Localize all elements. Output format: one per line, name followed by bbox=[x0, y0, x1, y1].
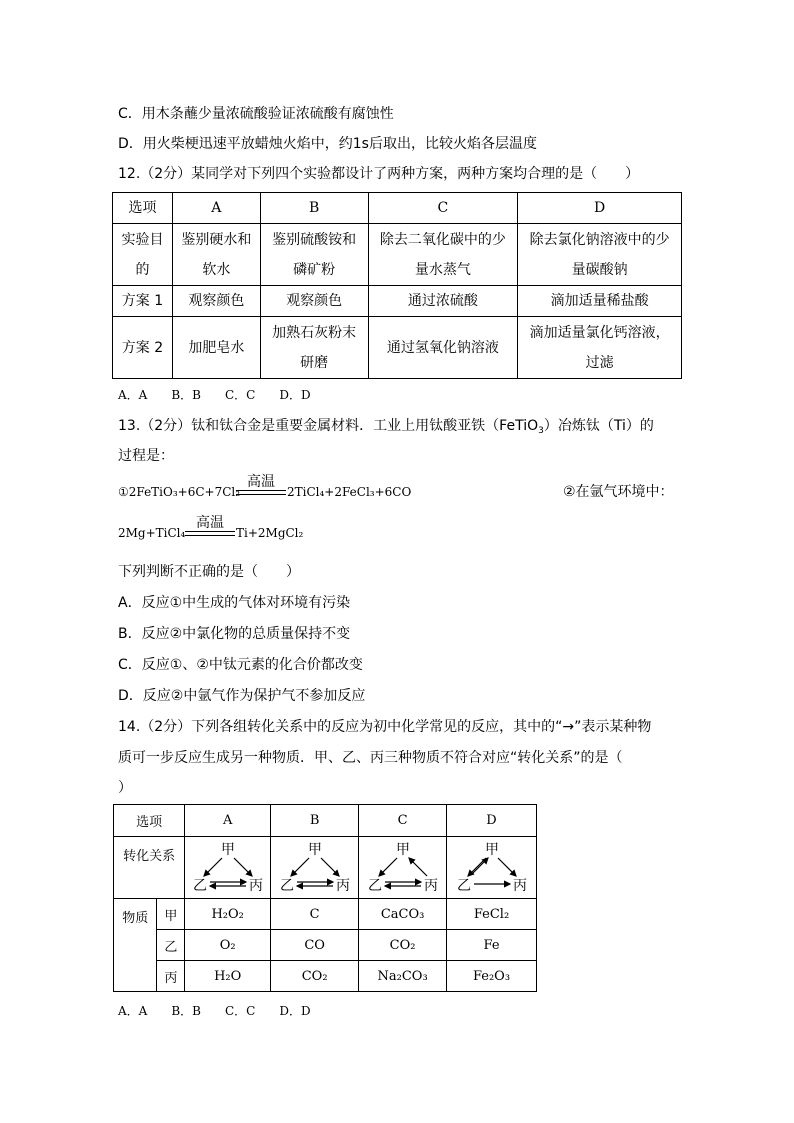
q12-plan1-d: 滴加适量稀盐酸 bbox=[518, 286, 682, 317]
diagram-a-arrow-jia-yi bbox=[204, 858, 222, 876]
q12-answers: A．A B．B C．C D．D bbox=[118, 388, 311, 402]
q14-relation-label: 转化关系 bbox=[114, 837, 185, 899]
diagram-a-yi: 乙 bbox=[192, 877, 207, 894]
q14-header-c: C bbox=[359, 805, 447, 837]
q14-header-a: A bbox=[185, 805, 271, 837]
diagram-d-yi: 乙 bbox=[456, 877, 471, 894]
diagram-a-bing: 丙 bbox=[248, 877, 263, 894]
eq1-equals-sign bbox=[236, 490, 286, 495]
diagram-a-svg bbox=[186, 840, 270, 896]
q14-header-option: 选项 bbox=[114, 805, 185, 837]
q14-stem-close: ） bbox=[118, 780, 132, 796]
q12-header-option: 选项 bbox=[113, 193, 173, 224]
q14-row-yi bbox=[114, 930, 537, 961]
q13-option-b: B．反应②中氯化物的总质量保持不变 bbox=[118, 626, 351, 642]
diagram-a-arrow-jia-bing bbox=[234, 858, 252, 876]
q14-jia-b: C bbox=[271, 899, 359, 930]
eq2-equals-sign bbox=[185, 531, 235, 536]
q13-question: 下列判断不正确的是（ ） bbox=[118, 564, 300, 580]
q14-yi-d: Fe bbox=[447, 930, 537, 961]
q14-header-b: B bbox=[271, 805, 359, 837]
q14-jia-a: H₂O₂ bbox=[185, 899, 271, 930]
q12-plan2-label: 方案 2 bbox=[113, 317, 173, 379]
q14-bing-a: H₂O bbox=[185, 961, 271, 992]
q14-diagram-b bbox=[271, 837, 359, 899]
diagram-c-jia: 甲 bbox=[395, 841, 410, 858]
q12-header-a: A bbox=[172, 193, 260, 224]
q14-diagram-a bbox=[185, 837, 271, 899]
q13-option-d: D．反应②中氩气作为保护气不参加反应 bbox=[118, 688, 366, 704]
q14-yi-c: CO₂ bbox=[359, 930, 447, 961]
q14-diagram-c bbox=[359, 837, 447, 899]
diagram-b-svg bbox=[273, 840, 357, 896]
q14-substance-label: 物质 bbox=[114, 899, 157, 992]
q12-purpose-a: 鉴别硬水和 软水 bbox=[172, 224, 260, 286]
diagram-d-bing: 丙 bbox=[512, 877, 527, 894]
q12-plan1-b: 观察颜色 bbox=[260, 286, 368, 317]
q12-plan2-c: 通过氢氧化钠溶液 bbox=[368, 317, 518, 379]
q14-yi-a: O₂ bbox=[185, 930, 271, 961]
eq1-right: 2TiCl₄+2FeCl₃+6CO bbox=[287, 485, 412, 499]
q14-relation-row bbox=[114, 837, 537, 899]
q12-plan1-a: 观察颜色 bbox=[172, 286, 260, 317]
q12-purpose-label: 实验目 的 bbox=[113, 224, 173, 286]
q14-jia-c: CaCO₃ bbox=[359, 899, 447, 930]
q14-row-bing-name: 丙 bbox=[157, 961, 185, 992]
q12-plan2-d: 滴加适量氯化钙溶液， 过滤 bbox=[518, 317, 682, 379]
q14-yi-b: CO bbox=[271, 930, 359, 961]
q12-purpose-d: 除去氯化钠溶液中的少 量碳酸钠 bbox=[518, 224, 682, 286]
q12-header-b: B bbox=[260, 193, 368, 224]
q12-row-plan2 bbox=[113, 317, 682, 379]
q14-header-row bbox=[114, 805, 537, 837]
q13-stem: 13.（2分）钛和钛合金是重要金属材料．工业上用钛酸亚铁（FeTiO$_3$）冶炼钛（Ti）的 bbox=[118, 418, 654, 436]
q13-stem-cont: 过程是： bbox=[118, 448, 174, 464]
q14-bing-c: Na₂CO₃ bbox=[359, 961, 447, 992]
q12-header-row bbox=[113, 193, 682, 224]
q14-row-bing bbox=[114, 961, 537, 992]
eq2-right: Ti+2MgCl₂ bbox=[236, 526, 304, 540]
q12-header-c: C bbox=[368, 193, 518, 224]
q12-row-purpose bbox=[113, 224, 682, 286]
q14-row-jia bbox=[114, 899, 537, 930]
eq2-left: 2Mg+TiCl₄ bbox=[118, 526, 186, 540]
q14-row-jia-name: 甲 bbox=[157, 899, 185, 930]
q12-plan1-label: 方案 1 bbox=[113, 286, 173, 317]
option-c-line: C．用木条蘸少量浓硫酸验证浓硫酸有腐蚀性 bbox=[118, 106, 394, 122]
diagram-d-svg bbox=[450, 840, 534, 896]
q14-row-yi-name: 乙 bbox=[157, 930, 185, 961]
q14-bing-b: CO₂ bbox=[271, 961, 359, 992]
q12-plan2-b: 加熟石灰粉末 研磨 bbox=[260, 317, 368, 379]
diagram-b-arrow-jia-bing bbox=[321, 858, 339, 876]
diagram-b-yi: 乙 bbox=[279, 877, 294, 894]
eq2-intro: ②在氩气环境中： bbox=[563, 484, 674, 500]
diagram-d-arrow-jia-bing bbox=[498, 858, 516, 876]
q12-purpose-c: 除去二氧化碳中的少 量水蒸气 bbox=[368, 224, 518, 286]
q12-purpose-b: 鉴别硫酸铵和 磷矿粉 bbox=[260, 224, 368, 286]
q12-plan2-a: 加肥皂水 bbox=[172, 317, 260, 379]
diagram-b-bing: 丙 bbox=[335, 877, 350, 894]
diagram-b-arrow-jia-yi bbox=[291, 858, 309, 876]
diagram-c-arrow-jia-yi bbox=[379, 858, 397, 876]
q14-answers: A．A B．B C．C D．D bbox=[118, 1004, 311, 1018]
diagram-c-arrow-bing-jia bbox=[409, 858, 427, 876]
diagram-d-jia: 甲 bbox=[484, 841, 499, 858]
option-d-line: D．用火柴梗迅速平放蜡烛火焰中，约1s后取出，比较火焰各层温度 bbox=[118, 136, 537, 152]
q12-stem: 12.（2分）某同学对下列四个实验都设计了两种方案，两种方案均合理的是（ ） bbox=[118, 166, 640, 182]
eq1-left: ①2FeTiO₃+6C+7Cl₂ bbox=[118, 485, 241, 499]
q14-jia-d: FeCl₂ bbox=[447, 899, 537, 930]
q12-row-plan1 bbox=[113, 286, 682, 317]
q14-table bbox=[113, 804, 537, 992]
diagram-c-yi: 乙 bbox=[367, 877, 382, 894]
diagram-a-jia: 甲 bbox=[220, 841, 235, 858]
diagram-c-bing: 丙 bbox=[423, 877, 438, 894]
eq1-condition: 高温 bbox=[247, 474, 275, 490]
q12-plan1-c: 通过浓硫酸 bbox=[368, 286, 518, 317]
q12-header-d: D bbox=[518, 193, 682, 224]
eq2-condition: 高温 bbox=[196, 515, 224, 531]
q13-option-c: C．反应①、②中钛元素的化合价都改变 bbox=[118, 657, 363, 673]
diagram-d-arrow-yi-jia bbox=[472, 858, 488, 874]
q14-diagram-d bbox=[447, 837, 537, 899]
q12-table bbox=[112, 192, 682, 379]
diagram-d-arrow-jia-yi bbox=[468, 858, 486, 876]
q14-stem: 14.（2分）下列各组转化关系中的反应为初中化学常见的反应，其中的“→”表示某种物 bbox=[118, 719, 652, 735]
diagram-c-svg bbox=[361, 840, 445, 896]
q14-stem-cont: 质可一步反应生成另一种物质．甲、乙、丙三种物质不符合对应“转化关系”的是（ bbox=[118, 750, 623, 766]
q13-option-a: A．反应①中生成的气体对环境有污染 bbox=[118, 595, 351, 611]
q14-bing-d: Fe₂O₃ bbox=[447, 961, 537, 992]
q14-header-d: D bbox=[447, 805, 537, 837]
diagram-b-jia: 甲 bbox=[307, 841, 322, 858]
